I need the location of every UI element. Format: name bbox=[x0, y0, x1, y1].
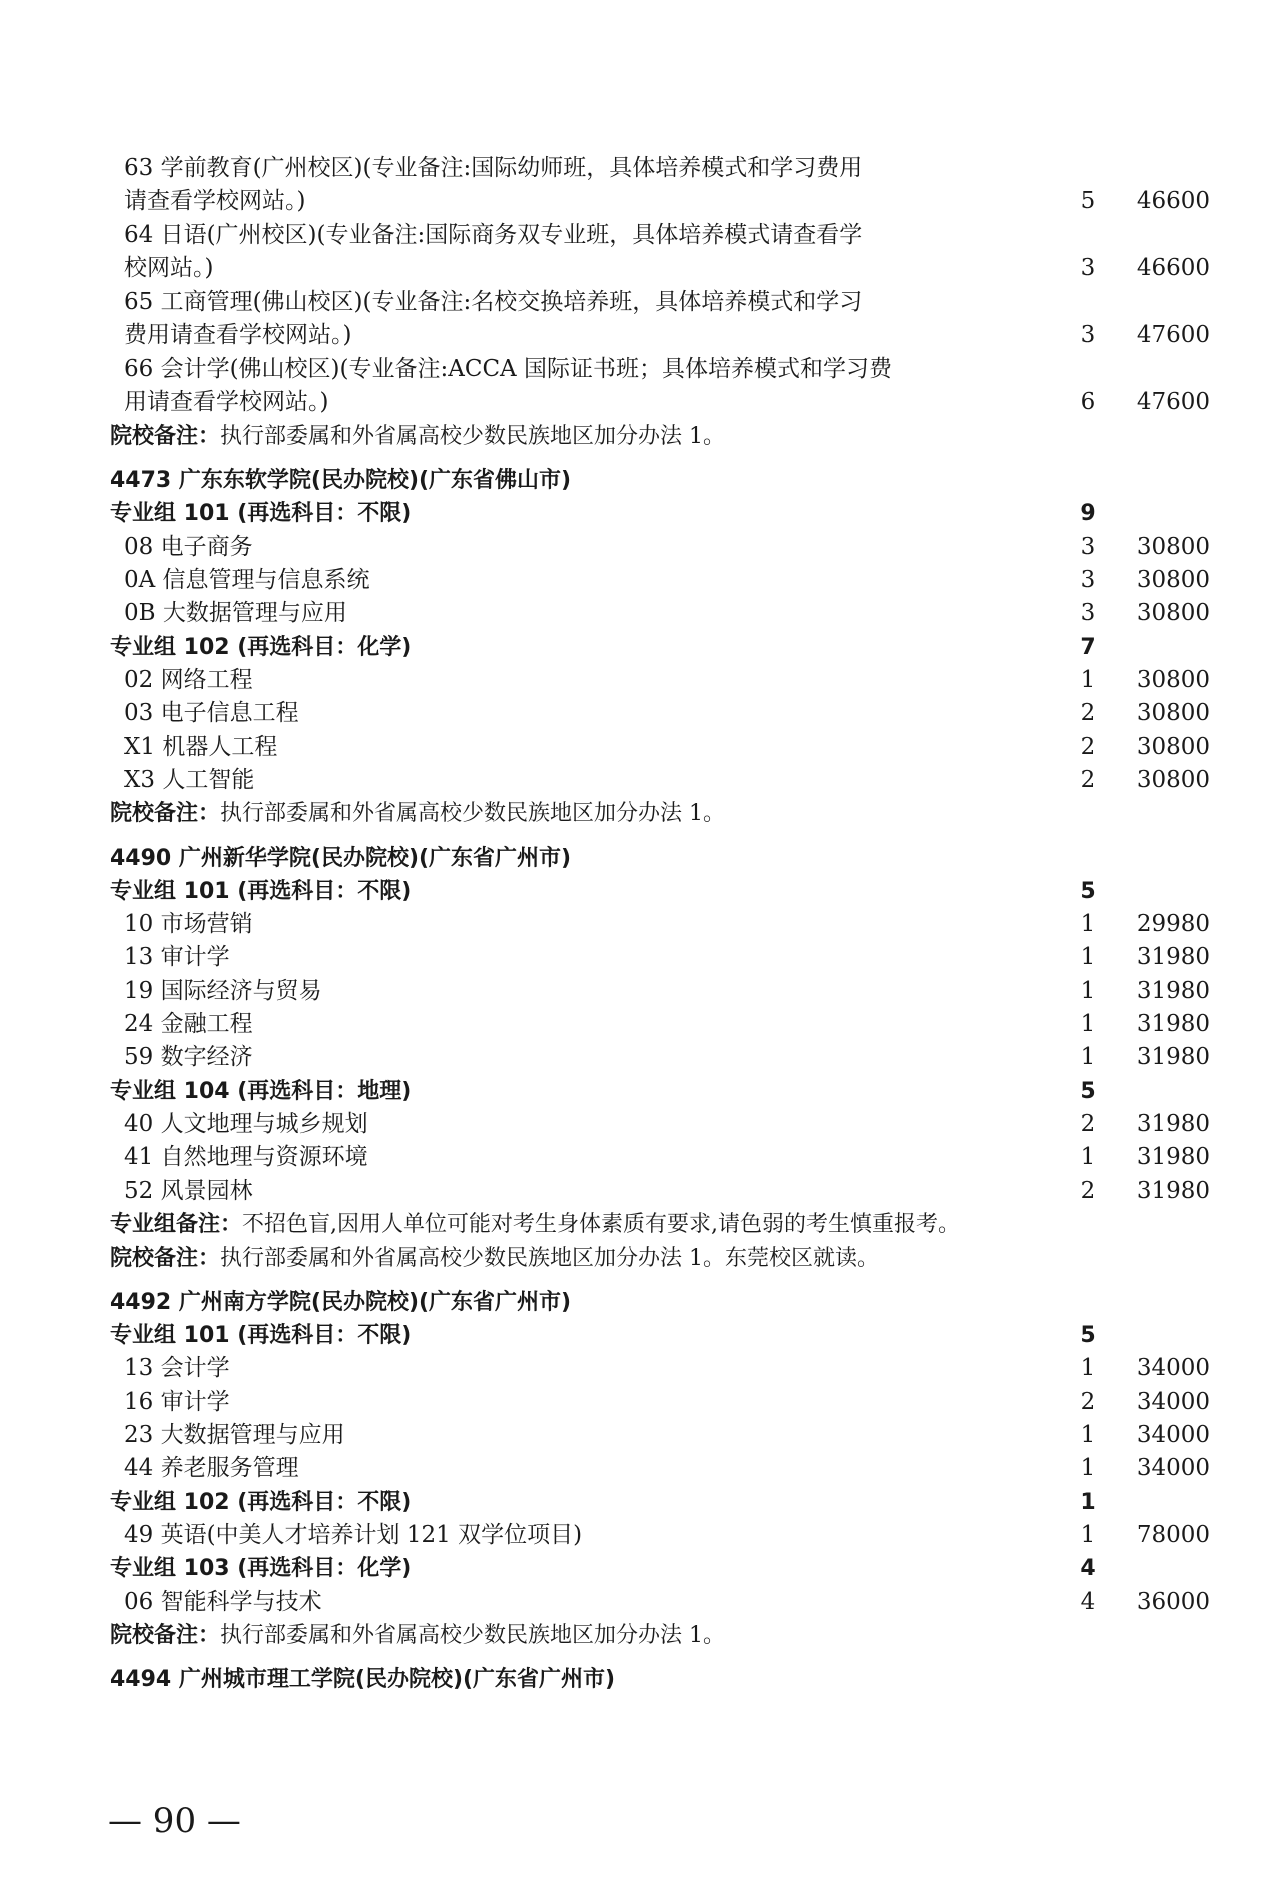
remark-text: 不招色盲,因用人单位可能对考生身体素质有要求,请色弱的考生慎重报考。 bbox=[242, 1212, 961, 1237]
group-title: 专业组 102 (再选科目：不限) bbox=[110, 1490, 412, 1515]
plan-count: 2 bbox=[1080, 700, 1096, 726]
major-name: 41 自然地理与资源环境 bbox=[124, 1144, 368, 1170]
tuition-fee: 34000 bbox=[1136, 1355, 1210, 1381]
major-row bbox=[110, 597, 1210, 630]
tuition-fee: 47600 bbox=[1136, 389, 1210, 415]
major-row bbox=[110, 564, 1210, 597]
major-group-header bbox=[110, 497, 1210, 530]
major-row bbox=[110, 764, 1210, 797]
major-row bbox=[110, 908, 1210, 941]
group-title: 专业组 104 (再选科目：地理) bbox=[110, 1079, 412, 1104]
major-row bbox=[110, 531, 1210, 564]
major-name: 63 学前教育(广州校区)(专业备注:国际幼师班，具体培养模式和学习费用 bbox=[124, 155, 863, 181]
tuition-fee: 30800 bbox=[1136, 700, 1210, 726]
tuition-fee: 30800 bbox=[1136, 767, 1210, 793]
plan-count: 5 bbox=[1080, 188, 1096, 214]
major-name: 19 国际经济与贸易 bbox=[124, 978, 322, 1004]
major-name: 用请查看学校网站。) bbox=[124, 389, 329, 415]
major-row bbox=[110, 1452, 1210, 1485]
remark-row bbox=[110, 797, 1210, 830]
major-row bbox=[110, 1419, 1210, 1452]
group-count: 7 bbox=[1080, 635, 1096, 660]
tuition-fee: 30800 bbox=[1136, 734, 1210, 760]
group-title: 专业组 101 (再选科目：不限) bbox=[110, 1323, 412, 1348]
major-row bbox=[110, 1008, 1210, 1041]
major-name: 请查看学校网站。) bbox=[124, 188, 306, 214]
major-name: 08 电子商务 bbox=[124, 534, 253, 560]
tuition-fee: 34000 bbox=[1136, 1389, 1210, 1415]
tuition-fee: 34000 bbox=[1136, 1455, 1210, 1481]
major-row bbox=[110, 1175, 1210, 1208]
major-name: 65 工商管理(佛山校区)(专业备注:名校交换培养班，具体培养模式和学习 bbox=[124, 289, 863, 315]
major-name: 23 大数据管理与应用 bbox=[124, 1422, 345, 1448]
tuition-fee: 31980 bbox=[1136, 1011, 1210, 1037]
major-group-header bbox=[110, 1075, 1210, 1108]
tuition-fee: 31980 bbox=[1136, 1178, 1210, 1204]
tuition-fee: 46600 bbox=[1136, 255, 1210, 281]
remark-text: 执行部委属和外省属高校少数民族地区加分办法 1。东莞校区就读。 bbox=[220, 1246, 880, 1271]
major-row bbox=[110, 152, 1210, 185]
tuition-fee: 46600 bbox=[1136, 188, 1210, 214]
tuition-fee: 30800 bbox=[1136, 534, 1210, 560]
remark-row bbox=[110, 1208, 1210, 1241]
remark-text: 执行部委属和外省属高校少数民族地区加分办法 1。 bbox=[220, 424, 726, 449]
plan-count: 1 bbox=[1080, 1044, 1096, 1070]
plan-count: 1 bbox=[1080, 1522, 1096, 1548]
tuition-fee: 31980 bbox=[1136, 944, 1210, 970]
plan-count: 3 bbox=[1080, 567, 1096, 593]
remark-row bbox=[110, 1242, 1210, 1275]
major-name: 13 会计学 bbox=[124, 1355, 230, 1381]
major-row bbox=[110, 1352, 1210, 1385]
tuition-fee: 31980 bbox=[1136, 1111, 1210, 1137]
major-row bbox=[110, 1108, 1210, 1141]
group-title: 专业组 103 (再选科目：化学) bbox=[110, 1556, 412, 1581]
plan-count: 1 bbox=[1080, 944, 1096, 970]
remark-label: 院校备注： bbox=[110, 424, 221, 449]
group-count: 5 bbox=[1080, 1079, 1096, 1104]
group-title: 专业组 101 (再选科目：不限) bbox=[110, 879, 412, 904]
major-group-header bbox=[110, 1319, 1210, 1352]
school-header bbox=[110, 1663, 1210, 1696]
plan-count: 1 bbox=[1080, 1144, 1096, 1170]
remark-text: 执行部委属和外省属高校少数民族地区加分办法 1。 bbox=[220, 1623, 726, 1648]
tuition-fee: 31980 bbox=[1136, 1044, 1210, 1070]
school-title: 4490 广州新华学院(民办院校)(广东省广州市) bbox=[110, 846, 572, 871]
school-title: 4492 广州南方学院(民办院校)(广东省广州市) bbox=[110, 1290, 572, 1315]
plan-count: 2 bbox=[1080, 767, 1096, 793]
remark-row bbox=[110, 1619, 1210, 1652]
major-row bbox=[110, 219, 1210, 252]
plan-count: 1 bbox=[1080, 1422, 1096, 1448]
major-name: 10 市场营销 bbox=[124, 911, 253, 937]
plan-count: 6 bbox=[1080, 389, 1096, 415]
plan-count: 1 bbox=[1080, 911, 1096, 937]
plan-count: 1 bbox=[1080, 667, 1096, 693]
plan-count: 2 bbox=[1080, 1389, 1096, 1415]
major-row bbox=[110, 1586, 1210, 1619]
major-row bbox=[110, 975, 1210, 1008]
plan-count: 3 bbox=[1080, 255, 1096, 281]
remark-text: 执行部委属和外省属高校少数民族地区加分办法 1。 bbox=[220, 801, 726, 826]
school-header bbox=[110, 842, 1210, 875]
group-title: 专业组 102 (再选科目：化学) bbox=[110, 635, 412, 660]
major-name: 0A 信息管理与信息系统 bbox=[124, 567, 370, 593]
group-count: 5 bbox=[1080, 1323, 1096, 1348]
plan-count: 2 bbox=[1080, 1111, 1096, 1137]
group-count: 1 bbox=[1080, 1490, 1096, 1515]
major-row bbox=[110, 1519, 1210, 1552]
tuition-fee: 47600 bbox=[1136, 322, 1210, 348]
major-row bbox=[110, 353, 1210, 386]
major-row bbox=[110, 286, 1210, 319]
major-row bbox=[110, 319, 1210, 352]
plan-count: 3 bbox=[1080, 534, 1096, 560]
major-group-header bbox=[110, 1552, 1210, 1585]
major-group-header bbox=[110, 631, 1210, 664]
major-row bbox=[110, 185, 1210, 218]
major-name: 0B 大数据管理与应用 bbox=[124, 600, 347, 626]
major-name: 校网站。) bbox=[124, 255, 214, 281]
major-name: 52 风景园林 bbox=[124, 1178, 253, 1204]
plan-count: 3 bbox=[1080, 600, 1096, 626]
group-count: 9 bbox=[1080, 501, 1096, 526]
plan-count: 1 bbox=[1080, 1355, 1096, 1381]
remark-label: 院校备注： bbox=[110, 801, 221, 826]
major-name: 66 会计学(佛山校区)(专业备注:ACCA 国际证书班；具体培养模式和学习费 bbox=[124, 356, 892, 382]
plan-count: 2 bbox=[1080, 1178, 1096, 1204]
group-title: 专业组 101 (再选科目：不限) bbox=[110, 501, 412, 526]
remark-row bbox=[110, 420, 1210, 453]
major-name: 03 电子信息工程 bbox=[124, 700, 299, 726]
major-name: 59 数字经济 bbox=[124, 1044, 253, 1070]
school-title: 4473 广东东软学院(民办院校)(广东省佛山市) bbox=[110, 468, 572, 493]
major-name: 13 审计学 bbox=[124, 944, 230, 970]
major-row bbox=[110, 1141, 1210, 1174]
major-name: 49 英语(中美人才培养计划 121 双学位项目) bbox=[124, 1522, 583, 1548]
group-count: 4 bbox=[1080, 1556, 1096, 1581]
major-row bbox=[110, 1041, 1210, 1074]
school-header bbox=[110, 1286, 1210, 1319]
group-count: 5 bbox=[1080, 879, 1096, 904]
tuition-fee: 31980 bbox=[1136, 978, 1210, 1004]
page-number: — 90 — bbox=[108, 1801, 241, 1841]
plan-count: 4 bbox=[1080, 1589, 1096, 1615]
plan-count: 1 bbox=[1080, 1455, 1096, 1481]
remark-label: 专业组备注： bbox=[110, 1212, 243, 1237]
tuition-fee: 31980 bbox=[1136, 1144, 1210, 1170]
major-name: 24 金融工程 bbox=[124, 1011, 253, 1037]
plan-count: 3 bbox=[1080, 322, 1096, 348]
tuition-fee: 78000 bbox=[1136, 1522, 1210, 1548]
tuition-fee: 30800 bbox=[1136, 600, 1210, 626]
remark-label: 院校备注： bbox=[110, 1623, 221, 1648]
major-name: 06 智能科学与技术 bbox=[124, 1589, 322, 1615]
school-title: 4494 广州城市理工学院(民办院校)(广东省广州市) bbox=[110, 1667, 616, 1692]
remark-label: 院校备注： bbox=[110, 1246, 221, 1271]
plan-count: 2 bbox=[1080, 734, 1096, 760]
tuition-fee: 30800 bbox=[1136, 567, 1210, 593]
tuition-fee: 30800 bbox=[1136, 667, 1210, 693]
major-name: X3 人工智能 bbox=[124, 767, 255, 793]
major-name: 费用请查看学校网站。) bbox=[124, 322, 352, 348]
major-group-header bbox=[110, 1486, 1210, 1519]
tuition-fee: 34000 bbox=[1136, 1422, 1210, 1448]
major-name: 44 养老服务管理 bbox=[124, 1455, 299, 1481]
major-name: 40 人文地理与城乡规划 bbox=[124, 1111, 368, 1137]
major-row bbox=[110, 941, 1210, 974]
major-name: X1 机器人工程 bbox=[124, 734, 278, 760]
school-header bbox=[110, 464, 1210, 497]
tuition-fee: 29980 bbox=[1136, 911, 1210, 937]
major-row bbox=[110, 731, 1210, 764]
major-group-header bbox=[110, 875, 1210, 908]
tuition-fee: 36000 bbox=[1136, 1589, 1210, 1615]
major-row bbox=[110, 386, 1210, 419]
plan-count: 1 bbox=[1080, 1011, 1096, 1037]
major-row bbox=[110, 664, 1210, 697]
major-row bbox=[110, 1386, 1210, 1419]
major-row bbox=[110, 697, 1210, 730]
major-name: 16 审计学 bbox=[124, 1389, 230, 1415]
major-name: 02 网络工程 bbox=[124, 667, 253, 693]
plan-count: 1 bbox=[1080, 978, 1096, 1004]
major-row bbox=[110, 252, 1210, 285]
major-name: 64 日语(广州校区)(专业备注:国际商务双专业班，具体培养模式请查看学 bbox=[124, 222, 863, 248]
